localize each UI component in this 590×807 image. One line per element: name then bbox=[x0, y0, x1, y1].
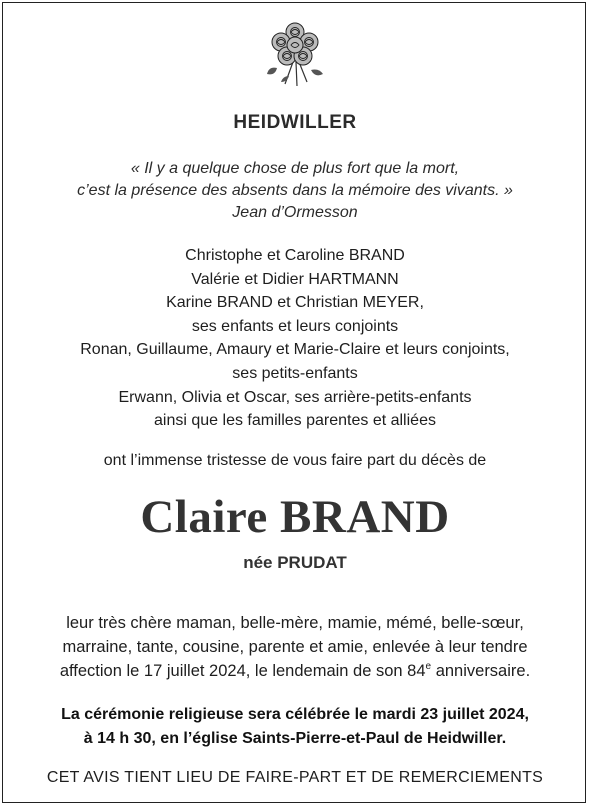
ceremony-line: La cérémonie religieuse sera célébrée le mardi 23 juillet 2024, bbox=[61, 706, 529, 723]
ordinal-suffix: e bbox=[425, 661, 432, 672]
family-line: ses enfants et leurs conjoints bbox=[191, 317, 399, 335]
family-line: Christophe et Caroline BRAND bbox=[185, 247, 405, 264]
description-text: anniversaire. bbox=[431, 662, 531, 680]
footer-notice: CET AVIS TIENT LIEU DE FAIRE-PART ET DE REMERCIEMENTS bbox=[46, 769, 544, 786]
description-text: affection le 17 juillet 2024, le lendemain de son 84 bbox=[59, 662, 426, 680]
deceased-name: Claire BRAND bbox=[140, 491, 450, 543]
ceremony-line: à 14 h 30, en l’église Saints-Pierre-et-Paul de Heidwiller. bbox=[83, 730, 507, 747]
family-line: Valérie et Didier HARTMANN bbox=[191, 270, 399, 288]
rose-bouquet-icon bbox=[263, 18, 327, 88]
family-line: Ronan, Guillaume, Amaury et Marie-Claire et leurs conjoints, bbox=[80, 341, 510, 359]
family-list bbox=[0, 244, 590, 433]
description-line bbox=[0, 659, 590, 683]
quote-author: Jean d’Ormesson bbox=[232, 204, 358, 221]
deceased-description bbox=[0, 611, 590, 683]
epigraph-quote bbox=[0, 158, 590, 224]
family-line: Erwann, Olivia et Oscar, ses arrière-petits-enfants bbox=[118, 388, 472, 406]
quote-line: c’est la présence des absents dans la mémoire des vivants. » bbox=[77, 182, 513, 199]
family-line: Karine BRAND et Christian MEYER, bbox=[166, 294, 424, 312]
family-line: ses petits-enfants bbox=[232, 364, 358, 382]
announcement-text: ont l’immense tristesse de vous faire part du décès de bbox=[103, 452, 487, 469]
town-heading: HEIDWILLER bbox=[233, 112, 357, 133]
maiden-name: née PRUDAT bbox=[243, 553, 347, 572]
family-line: ainsi que les familles parentes et alliées bbox=[154, 412, 436, 430]
description-line: marraine, tante, cousine, parente et amie, enlevée à leur tendre bbox=[62, 638, 528, 656]
ceremony-details bbox=[0, 703, 590, 751]
description-line: leur très chère maman, belle-mère, mamie, mémé, belle-sœur, bbox=[66, 614, 524, 632]
quote-line: « Il y a quelque chose de plus fort que la mort, bbox=[130, 160, 460, 177]
